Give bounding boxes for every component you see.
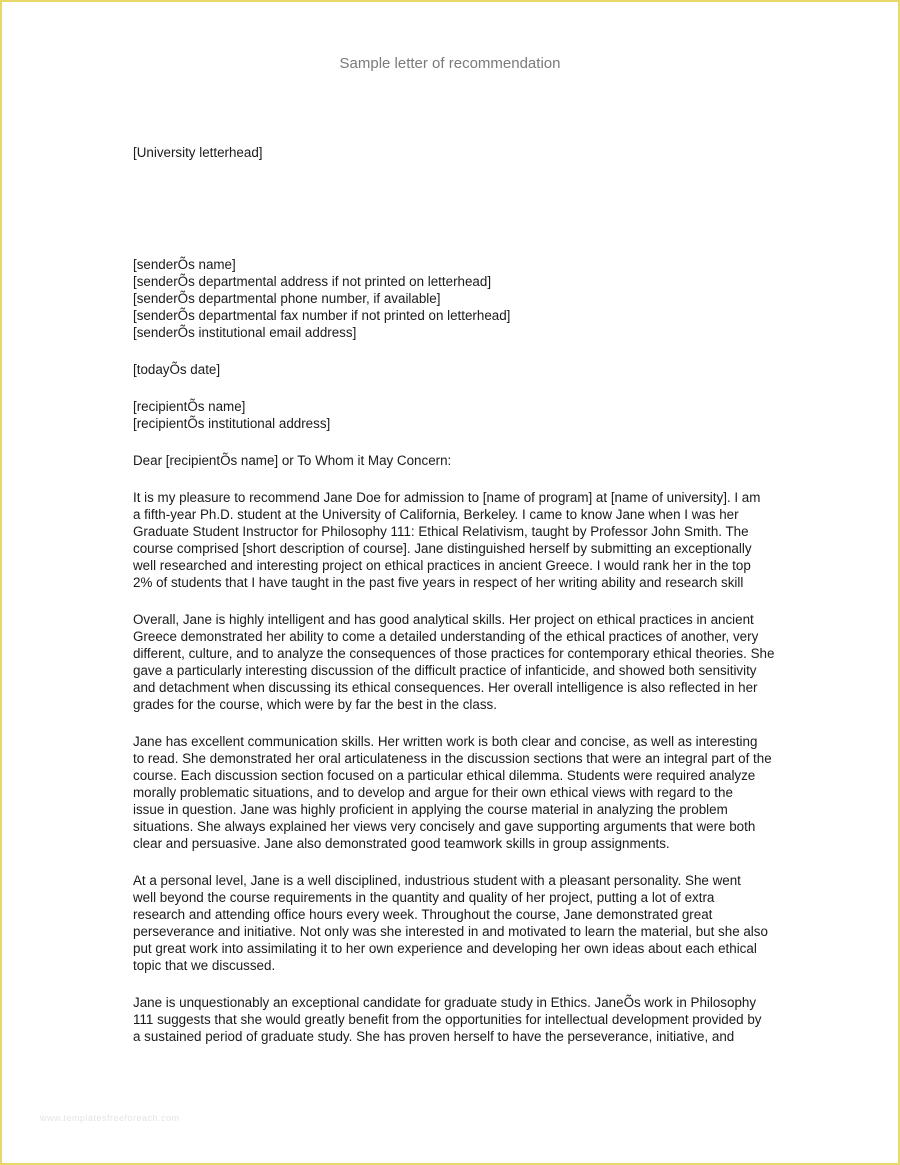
paragraph-line: topic that we discussed. [133, 958, 276, 973]
paragraph-communication [133, 733, 793, 852]
paragraph-line: course. Each discussion section focused on a particular ethical dilemma. Students were required analyze [133, 768, 756, 783]
paragraph-line: Jane has excellent communication skills. Her written work is both clear and concise, as well as interesting [133, 734, 758, 749]
paragraph-line: a fifth-year Ph.D. student at the University of California, Berkeley. I came to know Jane when I was her [133, 507, 739, 522]
paragraph-line: At a personal level, Jane is a well disciplined, industrious student with a pleasant personality. She went [133, 873, 741, 888]
paragraph-line: course comprised [short description of course]. Jane distinguished herself by submitting an exceptionally [133, 541, 752, 556]
paragraph-line: Greece demonstrated her ability to come a detailed understanding of the ethical practices of another, very [133, 629, 759, 644]
paragraph-line: put great work into assimilating it to her own experience and developing her own ideas about each ethical [133, 941, 757, 956]
paragraph-line: perseverance and initiative. Not only was she interested in and motivated to learn the material, but she also [133, 924, 768, 939]
paragraph-line: gave a particularly interesting discussion of the difficult practice of infanticide, and showed both sensitivity [133, 663, 757, 678]
paragraph-line: well beyond the course requirements in the quantity and quality of her project, putting a lot of extra [133, 890, 715, 905]
sender-block [133, 256, 793, 341]
paragraph-line: 111 suggests that she would greatly benefit from the opportunities for intellectual development provided by [133, 1012, 762, 1027]
paragraph-line: Overall, Jane is highly intelligent and has good analytical skills. Her project on ethical practices in ancient [133, 612, 754, 627]
paragraph-intelligence [133, 611, 793, 713]
document-title: Sample letter of recommendation [339, 55, 561, 72]
paragraph-introduction [133, 489, 793, 591]
paragraph-line: well researched and interesting project on ethical practices in ancient Greece. I would rank her in the top [133, 558, 751, 573]
paragraph-personal [133, 872, 793, 974]
recipient-name-line: [recipientÕs name] [133, 399, 246, 414]
paragraph-line: clear and persuasive. Jane also demonstrated good teamwork skills in group assignments. [133, 836, 670, 851]
letter-body [133, 144, 793, 1065]
paragraph-line: grades for the course, which were by far the best in the class. [133, 697, 497, 712]
sender-phone-line: [senderÕs departmental phone number, if available] [133, 291, 441, 306]
paragraph-line: research and attending office hours every week. Throughout the course, Jane demonstrated great [133, 907, 713, 922]
paragraph-line: It is my pleasure to recommend Jane Doe for admission to [name of program] at [name of university]. I am [133, 490, 761, 505]
paragraph-line: situations. She always explained her views very concisely and gave supporting arguments that were both [133, 819, 756, 834]
paragraph-line: and detachment when discussing its ethical consequences. Her overall intelligence is also reflected in her [133, 680, 758, 695]
paragraph-line: Jane is unquestionably an exceptional candidate for graduate study in Ethics. JaneÕs work in Philosophy [133, 995, 757, 1010]
watermark: www.templatesfreeforeach.com [40, 1113, 180, 1123]
university-letterhead: [University letterhead] [133, 145, 263, 160]
salutation: Dear [recipientÕs name] or To Whom it May Concern: [133, 453, 452, 468]
paragraph-conclusion [133, 994, 793, 1045]
sender-name-line: [senderÕs name] [133, 257, 236, 272]
sender-address-line: [senderÕs departmental address if not printed on letterhead] [133, 274, 492, 289]
sender-email-line: [senderÕs institutional email address] [133, 325, 357, 340]
paragraph-line: morally problematic situations, and to develop and argue for their own ethical views with regard to the [133, 785, 733, 800]
paragraph-line: to read. She demonstrated her oral articulateness in the discussion sections that were an integral part of the [133, 751, 772, 766]
recipient-block [133, 398, 793, 432]
date-line: [todayÕs date] [133, 362, 221, 377]
paragraph-line: different, culture, and to analyze the consequences of those practices for contemporary ethical theories. She [133, 646, 775, 661]
paragraph-line: 2% of students that I have taught in the past five years in respect of her writing ability and research skill [133, 575, 744, 590]
paragraph-line: Graduate Student Instructor for Philosophy 111: Ethical Relativism, taught by Professor John Smith. The [133, 524, 749, 539]
recipient-address-line: [recipientÕs institutional address] [133, 416, 331, 431]
sender-fax-line: [senderÕs departmental fax number if not printed on letterhead] [133, 308, 511, 323]
paragraph-line: issue in question. Jane was highly proficient in applying the course material in analyzing the problem [133, 802, 728, 817]
paragraph-line: a sustained period of graduate study. She has proven herself to have the perseverance, initiative, and [133, 1029, 735, 1044]
